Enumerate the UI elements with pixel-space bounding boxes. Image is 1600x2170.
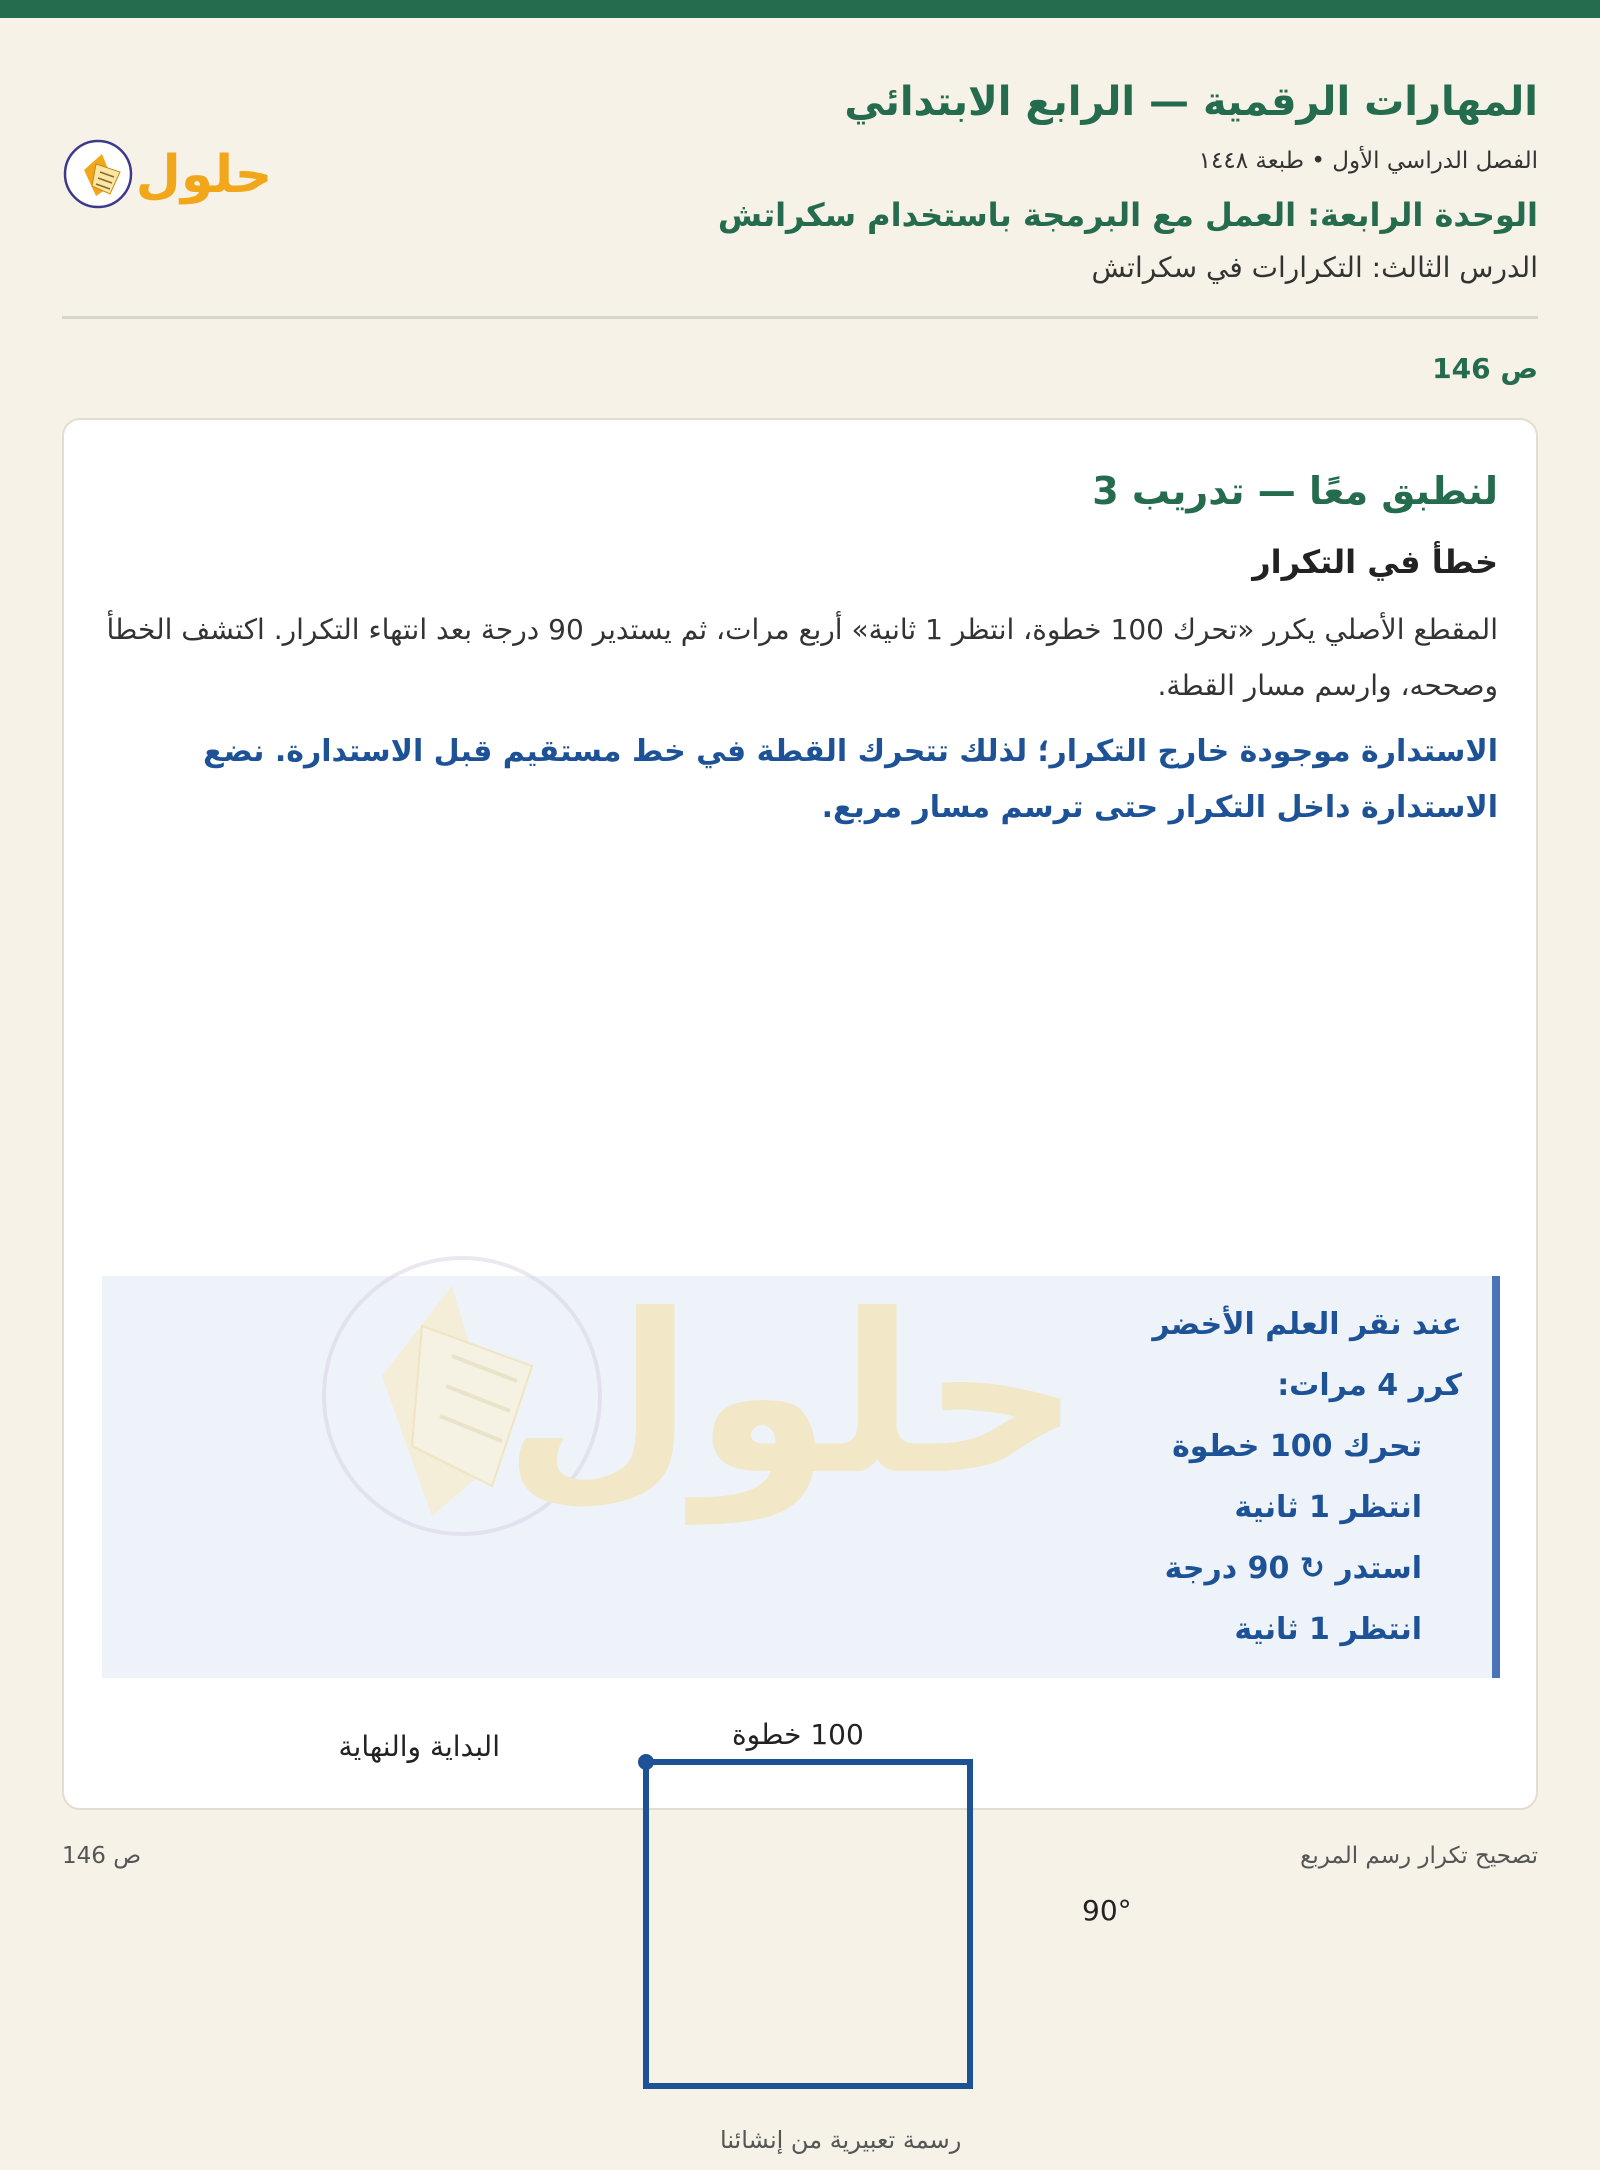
square-path <box>646 1762 970 2086</box>
logo-graphic <box>62 134 282 214</box>
angle-label: 90° <box>1082 1894 1132 1927</box>
code-line-turn: استدر ↻ 90 درجة <box>1164 1551 1422 1586</box>
exercise-answer: الاستدارة موجودة خارج التكرار؛ لذلك تتحرك القطة في خط مستقيم قبل الاستدارة. نضع الاستدارة داخل التكرار حتى ترسم مسار مربع. <box>203 734 1498 825</box>
scratch-code-block <box>102 1267 1500 1678</box>
book-title: المهارات الرقمية — الرابع الابتدائي <box>844 79 1538 125</box>
lesson-title: الدرس الثالث: التكرارات في سكراتش <box>1091 251 1538 284</box>
exercise-title: لنطبق معًا — تدريب 3 <box>1092 469 1498 513</box>
side-length-label: 100 خطوة <box>732 1718 864 1751</box>
figure-caption: رسمة تعبيرية من إنشائنا <box>720 2126 962 2154</box>
exercise-content <box>98 464 1498 836</box>
code-lines <box>1152 1294 1462 1660</box>
square-path-svg <box>102 1690 1500 2170</box>
page-header <box>62 72 1538 322</box>
page-number-label: ص 146 <box>1432 352 1538 385</box>
start-end-label: البداية والنهاية <box>338 1730 500 1763</box>
header-text-block <box>438 72 1538 288</box>
unit-title: الوحدة الرابعة: العمل مع البرمجة باستخدام سكراتش <box>717 196 1538 234</box>
logo-text: حلول <box>135 145 273 205</box>
start-point-marker <box>638 1754 654 1770</box>
exercise-body: المقطع الأصلي يكرر «تحرك 100 خطوة، انتظر 1 ثانية» أربع مرات، ثم يستدير 90 درجة بعد انتهاء التكرار. اكتشف الخطأ وصححه، وارسم مسار القطة. <box>106 613 1498 702</box>
square-path-figure <box>102 1690 1500 2170</box>
hulul-logo <box>62 134 282 214</box>
semester-edition: الفصل الدراسي الأول • طبعة ١٤٤٨ <box>1198 148 1538 174</box>
watermark-text: حلول <box>503 1267 1081 1523</box>
exercise-subtitle: خطأ في التكرار <box>1252 543 1498 581</box>
code-line-wait-2: انتظر 1 ثانية <box>1234 1612 1422 1647</box>
footer-page-number: ص 146 <box>62 1843 142 1869</box>
code-line-wait: انتظر 1 ثانية <box>1234 1490 1422 1525</box>
code-line-move: تحرك 100 خطوة <box>1172 1429 1422 1464</box>
code-line-repeat: كرر 4 مرات: <box>1277 1368 1462 1403</box>
header-divider <box>62 316 1538 319</box>
footer-title: تصحيح تكرار رسم المربع <box>1300 1843 1538 1869</box>
watermark-logo <box>322 1266 1081 1686</box>
code-line-event: عند نقر العلم الأخضر <box>1152 1307 1462 1342</box>
top-accent-bar <box>0 0 1600 18</box>
